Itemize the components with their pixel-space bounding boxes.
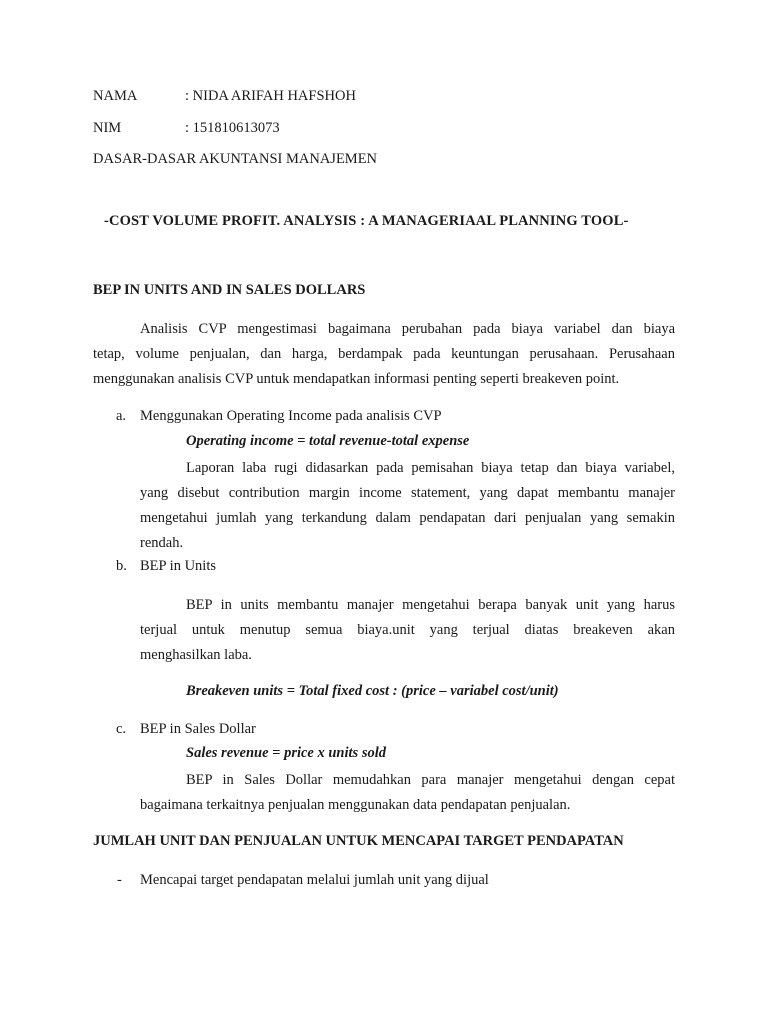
- document-title: -COST VOLUME PROFIT. ANALYSIS : A MANAGERIAAL PLANNING TOOL-: [104, 213, 629, 229]
- formula-breakeven-units: Breakeven units = Total fixed cost : (price – variabel cost/unit): [186, 683, 559, 699]
- item-a-line-4: rendah.: [140, 535, 184, 551]
- intro-line-3: menggunakan analisis CVP untuk mendapatkan informasi penting seperti breakeven point.: [93, 371, 620, 387]
- item-a-line-3: mengetahui jumlah yang terkandung dalam pendapatan dari penjualan yang semakin: [140, 510, 675, 526]
- intro-line-1: Analisis CVP mengestimasi bagaimana perubahan pada biaya variabel dan biaya: [140, 321, 675, 337]
- item-a-line-2: yang disebut contribution margin income statement, yang dapat membantu manajer: [140, 485, 675, 501]
- list-marker-c: c.: [116, 721, 127, 737]
- course-name: DASAR-DASAR AKUNTANSI MANAJEMEN: [93, 151, 378, 167]
- item-c-line-2: bagaimana terkaitnya penjualan menggunakan data pendapatan penjualan.: [140, 797, 571, 813]
- bullet-text: Mencapai target pendapatan melalui jumlah unit yang dijual: [140, 872, 489, 888]
- item-b-line-1: BEP in units membantu manajer mengetahui berapa banyak unit yang harus: [186, 597, 675, 613]
- list-marker-a: a.: [116, 408, 127, 424]
- formula-operating-income: Operating income = total revenue-total expense: [186, 433, 470, 449]
- item-c-label: BEP in Sales Dollar: [140, 721, 256, 737]
- section-heading-bep: BEP IN UNITS AND IN SALES DOLLARS: [93, 282, 366, 298]
- nim-label: NIM: [93, 120, 122, 136]
- item-a-line-1: Laporan laba rugi didasarkan pada pemisahan biaya tetap dan biaya variabel,: [186, 460, 675, 476]
- item-c-line-1: BEP in Sales Dollar memudahkan para manajer mengetahui dengan cepat: [186, 772, 675, 788]
- nim-value: : 151810613073: [185, 120, 280, 136]
- item-b-label: BEP in Units: [140, 558, 217, 574]
- list-marker-b: b.: [116, 558, 127, 574]
- bullet-marker: -: [117, 872, 122, 888]
- item-b-line-2: terjual untuk menutup semua biaya.unit yang terjual diatas breakeven akan: [140, 622, 675, 638]
- intro-line-2: tetap, volume penjualan, dan harga, berdampak pada keuntungan perusahaan. Perusahaan: [93, 346, 675, 362]
- formula-sales-revenue: Sales revenue = price x units sold: [186, 745, 386, 761]
- item-b-line-3: menghasilkan laba.: [140, 647, 252, 663]
- nama-label: NAMA: [93, 88, 138, 104]
- nama-value: : NIDA ARIFAH HAFSHOH: [185, 88, 356, 104]
- section-heading-target: JUMLAH UNIT DAN PENJUALAN UNTUK MENCAPAI TARGET PENDAPATAN: [93, 833, 624, 849]
- item-a-label: Menggunakan Operating Income pada analisis CVP: [140, 408, 442, 424]
